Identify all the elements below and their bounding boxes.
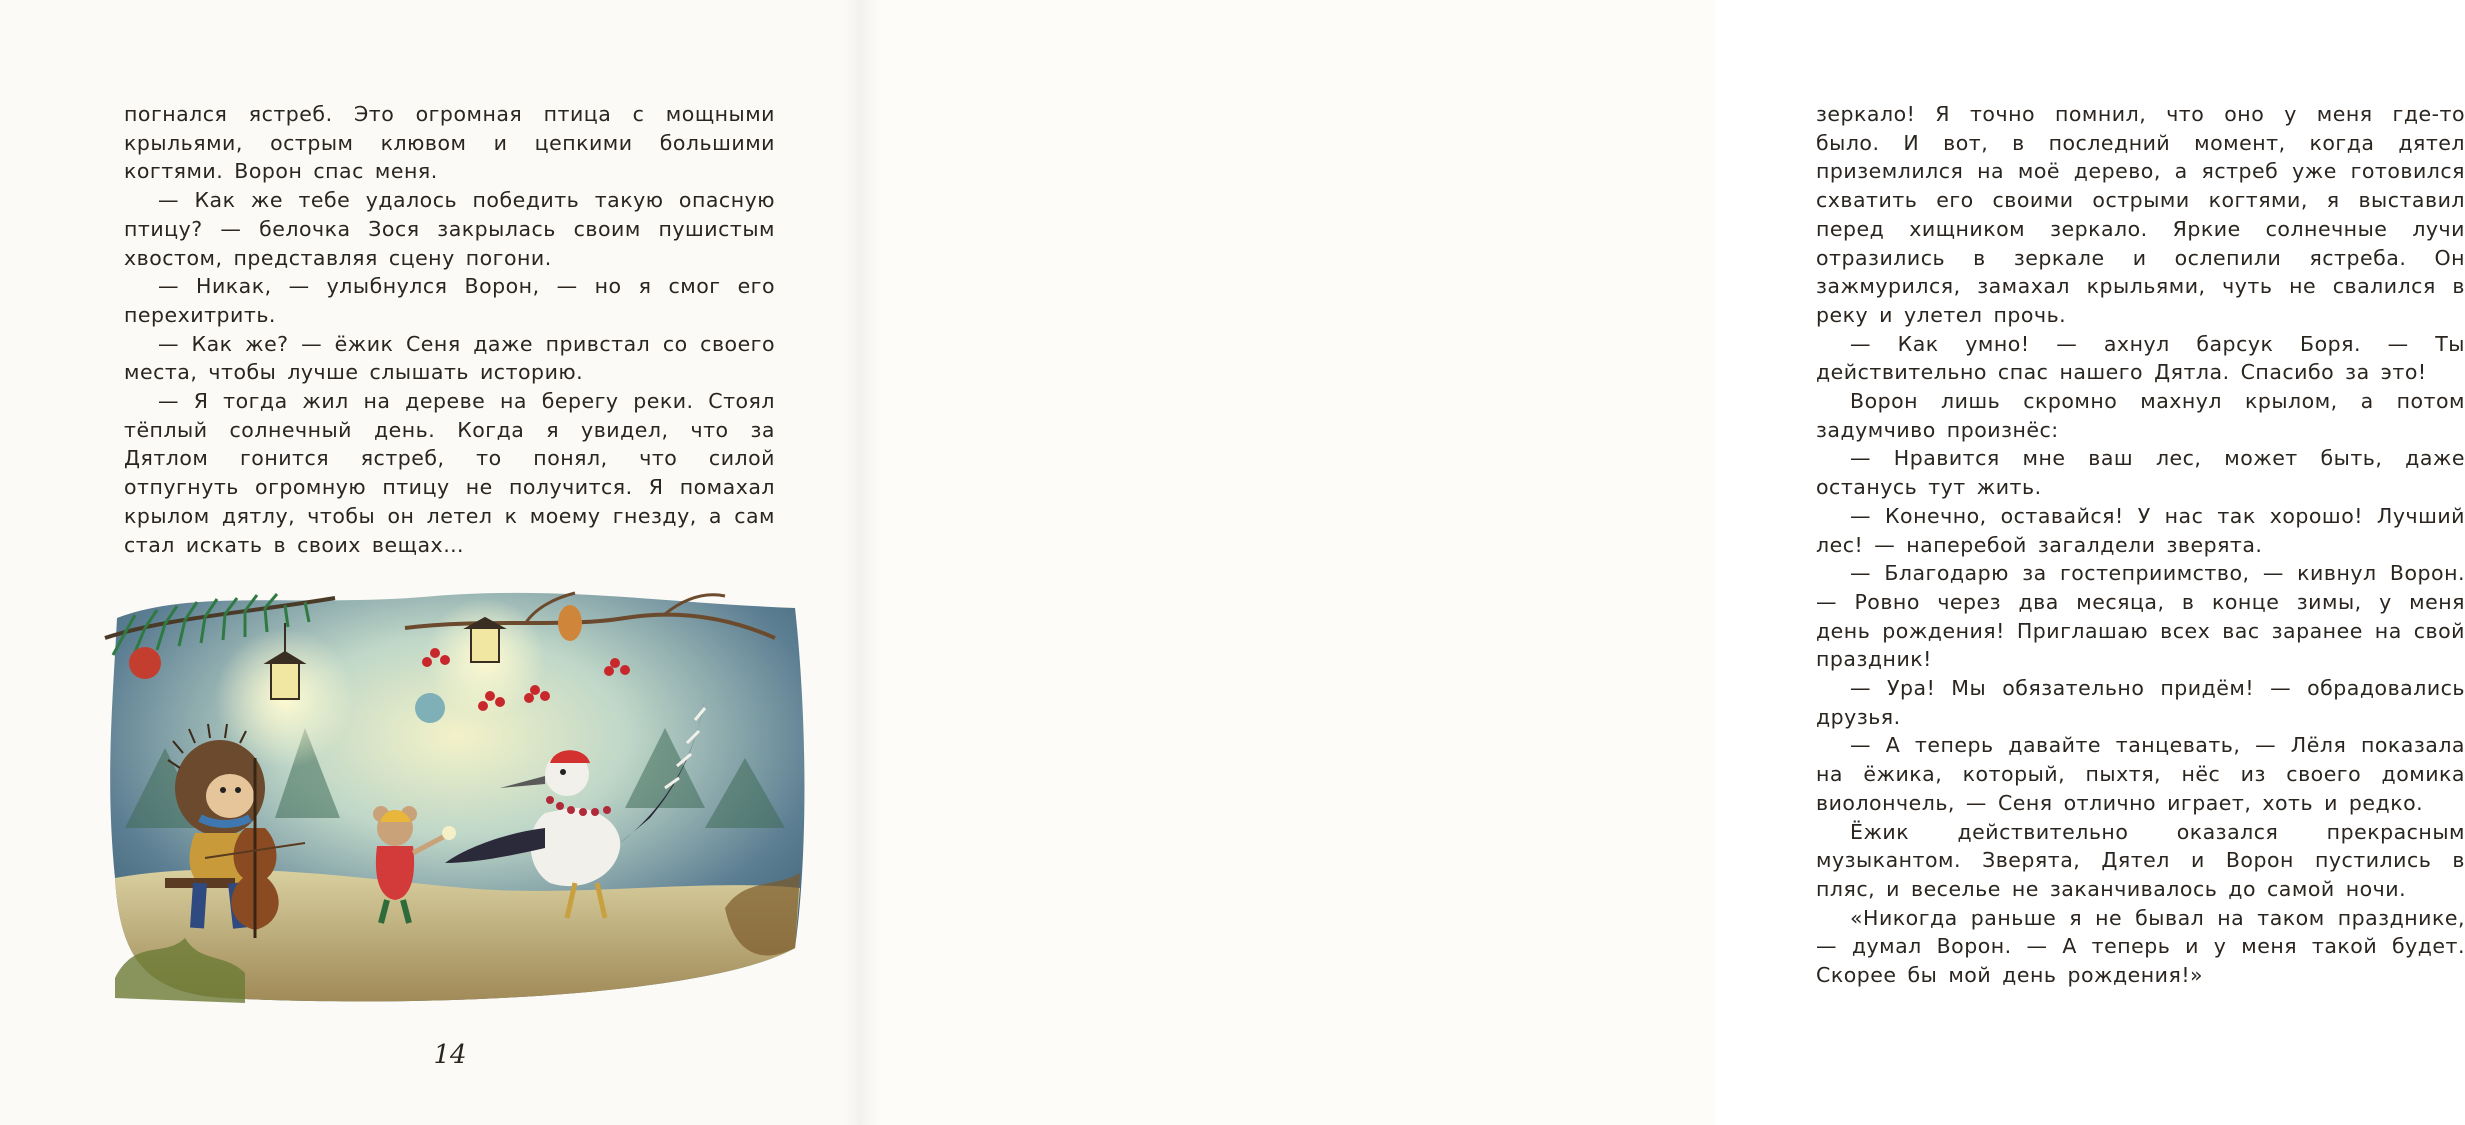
paragraph: Ёжик действительно оказался прекрасным музыкантом. Зверята, Дятел и Ворон пустились в пляс, и веселье не заканчивалось до самой ночи. (1816, 819, 2465, 901)
paragraph: — Конечно, оставайся! У нас так хорошо! Лучший лес! — наперебой загалдели зверята. (1816, 503, 2465, 557)
forest-party-illustration (105, 578, 810, 1013)
right-page-text (1816, 100, 2465, 990)
paragraph: — Благодарю за гостеприимство, — кивнул Ворон. — Ровно через два месяца, в конце зимы, у меня день рождения! Приглашаю всех вас заранее на свой праздник! (1816, 561, 2465, 672)
paragraph: — Я тогда жил на дереве на берегу реки. Стоял тёплый солнечный день. Когда я увидел, что за Дятлом гонится ястреб, то понял, что силой отпугнуть огромную птицу не получится. Я помахал крылом дятлу, чтобы он летел к моему гнезду, а сам стал искать в своих вещах… (124, 389, 775, 557)
left-page-text (124, 100, 775, 559)
paragraph: зеркало! Я точно помнил, что оно у меня где-то было. И вот, в последний момент, когда дятел приземлился на моё дерево, а ястреб уже готовился схватить его своими острыми когтями, я выставил перед хищником зеркало. Яркие солнечные лучи отразились в зеркале и ослепили ястреба. Он зажмурился, замахал крыльями, чуть не свалился в реку и улетел прочь. (1816, 102, 2465, 327)
page-number: 14 (433, 1040, 467, 1070)
paragraph: — Ура! Мы обязательно придём! — обрадовались друзья. (1816, 676, 2465, 729)
paragraph: — А теперь давайте танцевать, — Лёля показала на ёжика, который, пыхтя, нёс из своего домика виолончель, — Сеня отлично играет, хоть и редко. (1816, 733, 2465, 815)
book-gutter (842, 0, 882, 1125)
paragraph: — Нравится мне ваш лес, может быть, даже останусь тут жить. (1816, 446, 2465, 500)
paragraph: «Никогда раньше я не бывал на таком празднике, — думал Ворон. — А теперь и у меня такой будет. Скорее бы мой день рождения!» (1816, 905, 2465, 988)
paragraph: — Никак, — улыбнулся Ворон, — но я смог его перехитрить. (124, 274, 775, 327)
paragraph: Ворон лишь скромно махнул крылом, а потом задумчиво произнёс: (1816, 389, 2465, 442)
paragraph: — Как же тебе удалось победить такую опасную птицу? — белочка Зося закрылась своим пушистым хвостом, представляя сцену погони. (124, 188, 775, 270)
right-page (862, 0, 2465, 1125)
left-page (0, 0, 862, 1125)
paragraph: — Как умно! — ахнул барсук Боря. — Ты действительно спас нашего Дятла. Спасибо за это! (1816, 331, 2465, 385)
paragraph: погнался ястреб. Это огромная птица с мощными крыльями, острым клювом и цепкими большими когтями. Ворон спас меня. (124, 102, 775, 184)
paragraph: — Как же? — ёжик Сеня даже привстал со своего места, чтобы лучше слышать историю. (124, 331, 775, 385)
